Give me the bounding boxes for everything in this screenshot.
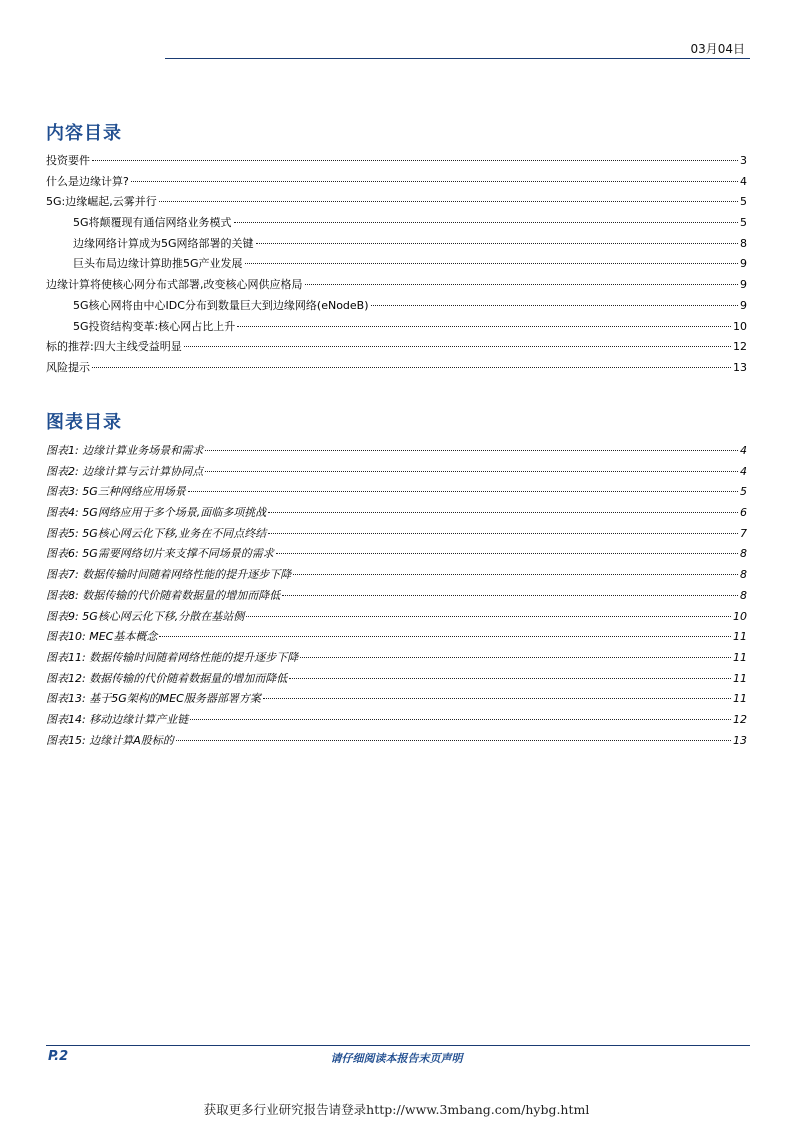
toc-entry-title: 5G:边缘崛起,云雾并行: [46, 195, 157, 209]
toc-entry-page: 11: [733, 630, 747, 644]
toc-entry[interactable]: [46, 483, 747, 504]
toc-entry-page: 8: [740, 236, 747, 250]
toc-entry-page: 9: [740, 298, 747, 312]
toc-entry-page: 11: [733, 692, 747, 706]
toc-leader-dots: [131, 181, 738, 182]
toc-entry-title: 图表6: 5G需要网络切片来支撑不同场景的需求: [46, 547, 274, 561]
toc-entry-title: 图表14: 移动边缘计算产业链: [46, 712, 189, 726]
toc-entry[interactable]: [46, 359, 747, 380]
toc-entry-page: 12: [733, 712, 747, 726]
toc-leader-dots: [282, 595, 738, 596]
toc-leader-dots: [92, 367, 731, 368]
header-divider: [165, 58, 750, 59]
toc-entry-title: 图表2: 边缘计算与云计算协同点: [46, 464, 204, 478]
toc-entry-page: 8: [740, 568, 747, 582]
toc-entry-page: 5: [740, 485, 747, 499]
toc-entry[interactable]: [46, 690, 747, 711]
toc-entry-title: 图表11: 数据传输时间随着网络性能的提升逐步下降: [46, 650, 299, 664]
toc-entry-title: 边缘网络计算成为5G网络部署的关键: [73, 236, 254, 250]
toc-entry-page: 4: [740, 464, 747, 478]
toc-entry-title: 投资要件: [46, 154, 90, 167]
toc-entry-page: 6: [740, 506, 747, 520]
toc-entry[interactable]: [46, 276, 747, 297]
toc-entry-page: 9: [740, 257, 747, 271]
toc-entry-title: 巨头布局边缘计算助推5G产业发展: [73, 257, 243, 271]
toc-entry-title: 图表13: 基于5G架构的MEC服务器部署方案: [46, 692, 261, 706]
toc-entry[interactable]: [46, 608, 747, 629]
toc-entry[interactable]: [46, 525, 747, 546]
toc-leader-dots: [237, 326, 731, 327]
toc-entry[interactable]: [46, 732, 747, 753]
toc-entry[interactable]: [46, 587, 747, 608]
toc-entry-page: 7: [740, 526, 747, 540]
toc-entry-page: 4: [740, 174, 747, 188]
toc-entry-page: 8: [740, 547, 747, 561]
figures-list: [46, 442, 747, 752]
toc-entry[interactable]: [46, 463, 747, 484]
toc-entry[interactable]: [46, 545, 747, 566]
toc-leader-dots: [268, 512, 738, 513]
toc-entry-page: 5: [740, 195, 747, 209]
toc-entry[interactable]: [46, 628, 747, 649]
toc-entry-page: 11: [733, 671, 747, 685]
footer-page-number: P.2: [48, 1049, 69, 1064]
toc-entry-page: 10: [733, 609, 747, 623]
toc-leader-dots: [300, 657, 731, 658]
toc-entry-title: 标的推荐:四大主线受益明显: [46, 340, 182, 354]
toc-entry[interactable]: [46, 442, 747, 463]
footer-divider: [46, 1045, 750, 1046]
contents-title: 内容目录: [46, 123, 122, 144]
footer-promo-link[interactable]: 获取更多行业研究报告请登录http://www.3mbang.com/hybg.html: [203, 1102, 590, 1117]
toc-entry[interactable]: [46, 670, 747, 691]
toc-entry[interactable]: [46, 649, 747, 670]
toc-entry-page: 9: [740, 278, 747, 292]
footer-disclaimer: 请仔细阅读本报告末页声明: [330, 1052, 463, 1065]
toc-leader-dots: [268, 533, 738, 534]
toc-entry[interactable]: [46, 338, 747, 359]
toc-leader-dots: [246, 616, 731, 617]
toc-leader-dots: [305, 284, 739, 285]
toc-leader-dots: [92, 160, 738, 161]
toc-entry-title: 图表4: 5G网络应用于多个场景,面临多项挑战: [46, 506, 267, 520]
toc-leader-dots: [276, 553, 738, 554]
toc-leader-dots: [263, 698, 731, 699]
toc-entry[interactable]: [46, 173, 747, 194]
toc-entry-page: 13: [733, 360, 747, 374]
toc-leader-dots: [176, 740, 731, 741]
contents-list: [46, 152, 747, 380]
toc-entry[interactable]: [46, 318, 747, 339]
toc-leader-dots: [190, 719, 731, 720]
toc-entry-title: 图表5: 5G核心网云化下移,业务在不同点终结: [46, 526, 267, 540]
toc-entry-page: 10: [733, 319, 747, 333]
toc-entry[interactable]: [46, 255, 747, 276]
toc-leader-dots: [205, 471, 738, 472]
header-date: 03月04日: [690, 42, 745, 56]
toc-entry-title: 什么是边缘计算?: [46, 174, 129, 188]
toc-leader-dots: [245, 263, 738, 264]
toc-entry-title: 风险提示: [46, 360, 90, 374]
toc-entry-title: 图表1: 边缘计算业务场景和需求: [46, 444, 204, 457]
toc-entry[interactable]: [46, 566, 747, 587]
toc-entry-title: 边缘计算将使核心网分布式部署,改变核心网供应格局: [46, 278, 303, 292]
toc-entry-title: 图表8: 数据传输的代价随着数据量的增加而降低: [46, 588, 281, 602]
toc-entry-title: 5G投资结构变革:核心网占比上升: [73, 319, 236, 333]
toc-entry[interactable]: [46, 504, 747, 525]
toc-entry-title: 图表10: MEC基本概念: [46, 630, 158, 644]
toc-leader-dots: [159, 201, 738, 202]
toc-leader-dots: [371, 305, 738, 306]
toc-entry[interactable]: [46, 152, 747, 173]
toc-entry-title: 图表7: 数据传输时间随着网络性能的提升逐步下降: [46, 568, 292, 582]
toc-entry-page: 13: [733, 733, 747, 747]
toc-entry-page: 11: [733, 650, 747, 664]
toc-entry-page: 3: [740, 154, 747, 167]
toc-entry-title: 5G核心网将由中心IDC分布到数量巨大到边缘网络(eNodeB): [73, 298, 369, 312]
toc-leader-dots: [234, 222, 738, 223]
toc-entry-title: 5G将颠覆现有通信网络业务模式: [73, 216, 232, 230]
toc-entry[interactable]: [46, 235, 747, 256]
toc-entry[interactable]: [46, 193, 747, 214]
toc-leader-dots: [256, 243, 738, 244]
figures-title: 图表目录: [46, 412, 122, 433]
toc-leader-dots: [205, 450, 738, 451]
toc-entry-page: 5: [740, 216, 747, 230]
toc-entry[interactable]: [46, 297, 747, 318]
toc-entry-title: 图表15: 边缘计算A股标的: [46, 733, 174, 747]
toc-entry-page: 12: [733, 340, 747, 354]
toc-entry-title: 图表9: 5G核心网云化下移,分散在基站侧: [46, 609, 245, 623]
toc-entry-title: 图表3: 5G三种网络应用场景: [46, 485, 186, 499]
toc-entry-page: 8: [740, 588, 747, 602]
toc-leader-dots: [159, 636, 731, 637]
toc-entry[interactable]: [46, 214, 747, 235]
toc-leader-dots: [184, 346, 731, 347]
toc-leader-dots: [188, 491, 738, 492]
toc-leader-dots: [289, 678, 731, 679]
toc-entry-page: 4: [740, 444, 747, 457]
toc-leader-dots: [293, 574, 738, 575]
toc-entry-title: 图表12: 数据传输的代价随着数据量的增加而降低: [46, 671, 288, 685]
toc-entry[interactable]: [46, 711, 747, 732]
